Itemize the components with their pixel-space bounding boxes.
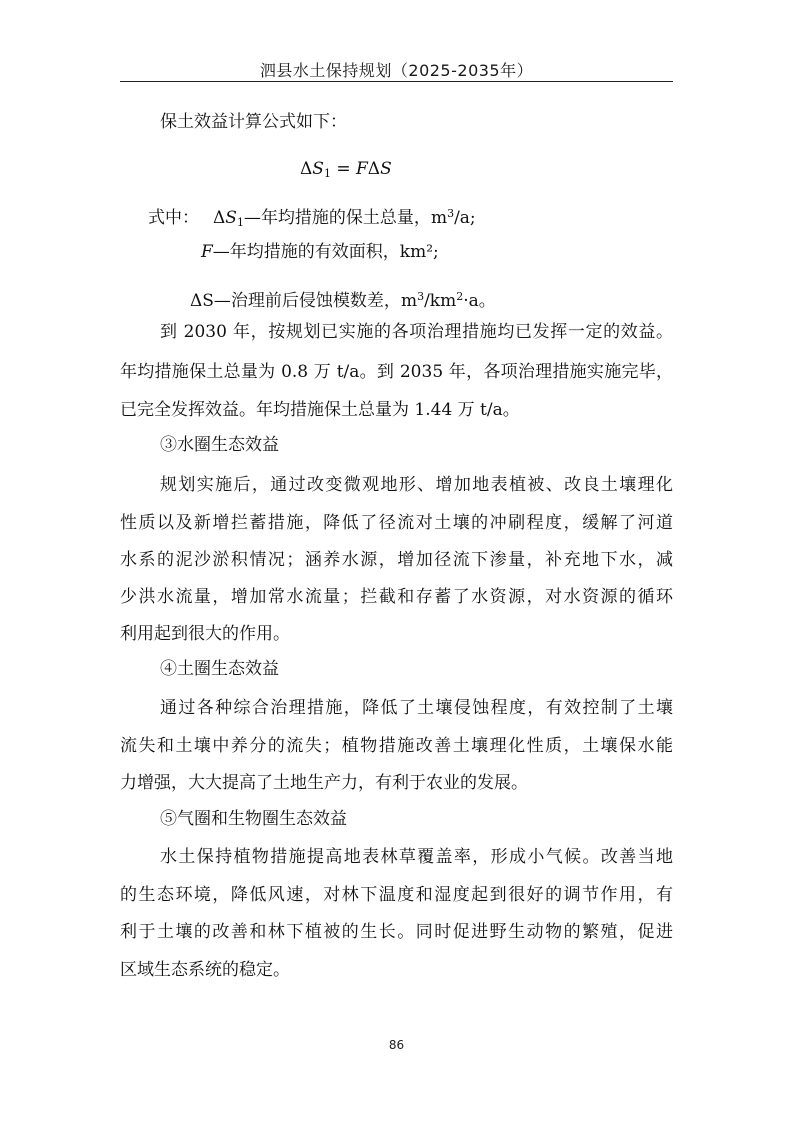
where-prefix: 式中： (148, 208, 199, 228)
paragraph-line: 利用起到很大的作用。 (120, 624, 290, 644)
formula-rhs-var1: F (356, 159, 368, 179)
where-item1-unit-rest: /a; (454, 208, 476, 228)
where-item1-unit: m (430, 208, 448, 228)
where-item1-var: S (225, 208, 237, 228)
header-divider (120, 81, 673, 82)
paragraph-line: 的生态环境，降低风速，对林下温度和湿度起到很好的调节作用，有 (120, 885, 673, 905)
paragraph-line: 区域生态系统的稳定。 (120, 960, 290, 980)
paragraph-line: 通过各种综合治理措施，降低了土壤侵蚀程度，有效控制了土壤 (160, 698, 673, 718)
section-heading-water: ③水圈生态效益 (160, 435, 279, 455)
paragraph-line: 性质以及新增拦蓄措施，降低了径流对土壤的冲刷程度，缓解了河道 (120, 513, 673, 533)
page-number: 86 (388, 1038, 405, 1052)
paragraph-line: 利于土壤的改善和林下植被的生长。同时促进野生动物的繁殖，促进 (120, 922, 673, 942)
where-item2-text: —年均措施的有效面积， (212, 242, 400, 262)
formula (300, 157, 392, 186)
paragraph-line: 到 2030 年，按规划已实施的各项治理措施均已发挥一定的效益。 (160, 322, 673, 342)
formula-lhs-delta: Δ (300, 159, 313, 179)
where-item3-unit-rest: ·a。 (463, 291, 496, 311)
formula-rhs-var2: S (380, 159, 392, 179)
formula-lhs-sub: 1 (323, 167, 331, 180)
where-item1-text: —年均措施的保土总量， (243, 208, 431, 228)
paragraph-line: 少洪水流量，增加常水流量；拦截和存蓄了水资源，对水资源的循环 (120, 587, 673, 607)
formula-where-line-3 (190, 285, 496, 313)
where-item3-unit-mid: /km (424, 291, 457, 311)
where-item1-delta: Δ (213, 208, 226, 228)
paragraph-line: 规划实施后，通过改变微观地形、增加地表植被、改良土壤理化 (160, 475, 673, 495)
where-item3-unit-sup: 3 (417, 290, 425, 303)
paragraph-line: 水系的泥沙淤积情况；涵养水源，增加径流下渗量，补充地下水，减 (120, 550, 673, 570)
section-heading-air-bio: ⑤气圈和生物圈生态效益 (160, 809, 347, 829)
formula-intro: 保土效益计算公式如下： (160, 112, 347, 132)
paragraph-line: 年均措施保土总量为 0.8 万 t/a。到 2035 年，各项治理措施实施完毕， (120, 362, 673, 382)
where-item1-sub: 1 (236, 216, 244, 229)
where-item2-unit: km²; (399, 242, 439, 262)
paragraph-line: 水土保持植物措施提高地表林草覆盖率，形成小气候。改善当地 (160, 847, 673, 867)
formula-where-line-1 (148, 202, 476, 235)
page-header-title: 泗县水土保持规划（2025-2035年） (259, 61, 534, 80)
where-item3-unit-sup2: 2 (456, 290, 464, 303)
section-heading-soil: ④土圈生态效益 (160, 659, 279, 679)
formula-lhs-var: S (312, 159, 324, 179)
paragraph-line: 流失和土壤中养分的流失；植物措施改善土壤理化性质，土壤保水能 (120, 736, 673, 756)
paragraph-line: 力增强，大大提高了土地生产力，有利于农业的发展。 (120, 773, 528, 793)
where-item2-var: F (201, 242, 213, 262)
formula-where-line-2 (201, 240, 439, 264)
where-item3-unit: m (400, 291, 418, 311)
where-item1-unit-sup: 3 (447, 207, 455, 220)
formula-eq: = (330, 159, 356, 179)
paragraph-line: 已完全发挥效益。年均措施保土总量为 1.44 万 t/a。 (120, 400, 520, 420)
where-item3-text: ΔS—治理前后侵蚀模数差， (190, 291, 401, 311)
formula-rhs-delta: Δ (367, 159, 381, 179)
